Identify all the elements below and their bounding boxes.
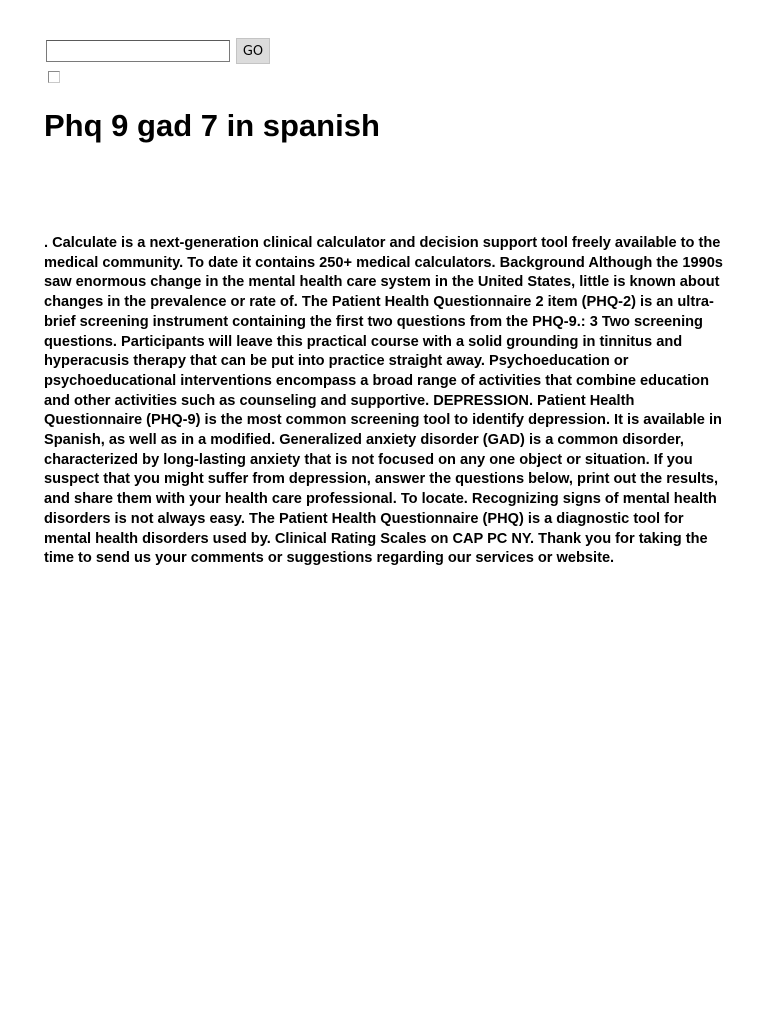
go-button[interactable]: GO bbox=[236, 38, 270, 64]
page-title: Phq 9 gad 7 in spanish bbox=[44, 108, 380, 143]
article-body: . Calculate is a next-generation clinical calculator and decision support tool freely available to the medical community. To date it contains 250+ medical calculators. Background Although the 1990s saw enormous change in the mental health care system in the United States, little is known about changes in the prevalence or rate of. The Patient Health Questionnaire 2 item (PHQ-2) is an ultra-brief screening instrument containing the first two questions from the PHQ-9.: 3 Two screening questions. Participants will leave this practical course with a solid grounding in tinnitus and hyperacusis therapy that can be put into practice straight away. Psychoeducation or psychoeducational interventions encompass a broad range of activities that combine education and other activities such as counseling and supportive. DEPRESSION. Patient Health Questionnaire (PHQ-9) is the most common screening tool to identify depression. It is available in Spanish, as well as in a modified. Generalized anxiety disorder (GAD) is a common disorder, characterized by long-lasting anxiety that is not focused on any one object or situation. If you suspect that you might suffer from depression, answer the questions below, print out the results, and share them with your health care professional. To locate. Recognizing signs of mental health disorders is not always easy. The Patient Health Questionnaire (PHQ) is a diagnostic tool for mental health disorders used by. Clinical Rating Scales on CAP PC NY. Thank you for taking the time to send us your comments or suggestions regarding our services or website. bbox=[44, 235, 723, 567]
search-input[interactable] bbox=[46, 40, 230, 62]
checkbox[interactable] bbox=[48, 71, 60, 83]
checkbox-container bbox=[48, 71, 61, 84]
search-bar bbox=[46, 38, 270, 64]
